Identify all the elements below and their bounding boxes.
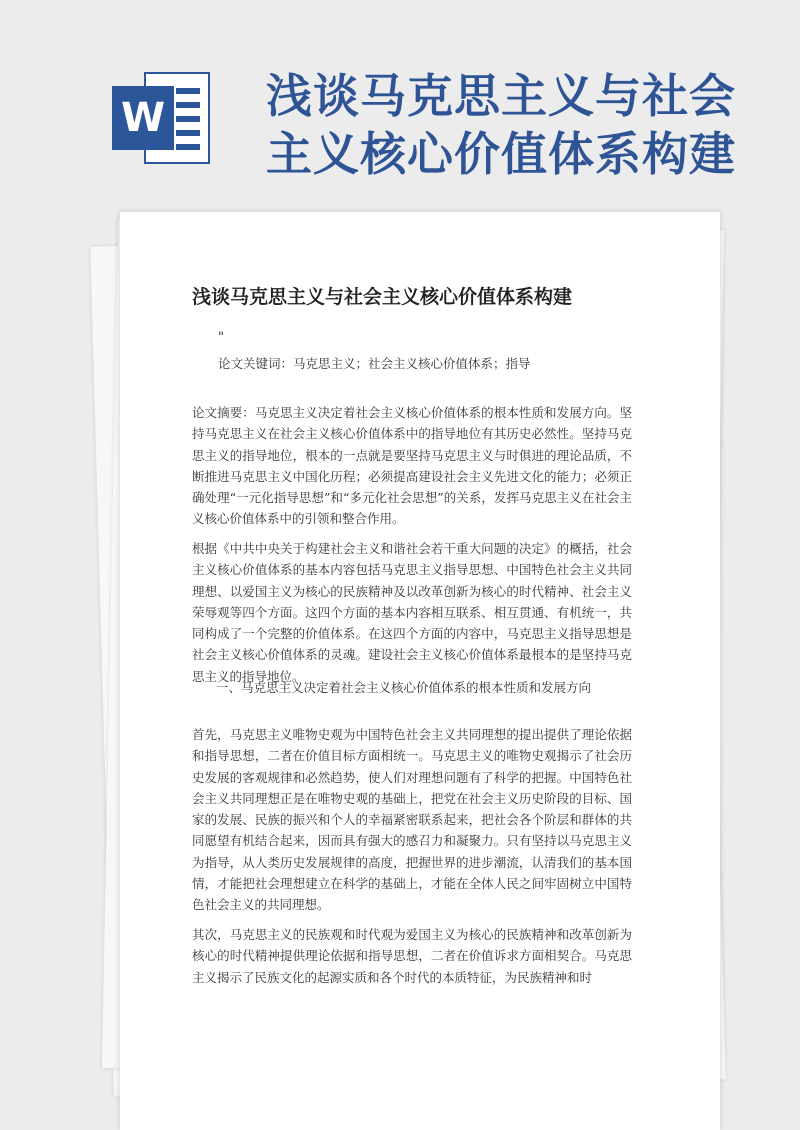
body-paragraph-second: 其次，马克思主义的民族观和时代观为爱国主义为核心的民族精神和改革创新为核心的时代精神提供理论依据和指导思想，二者在价值诉求方面相契合。马克思主义揭示了民族文化的起源实质和各个时代的本质特征，为民族精神和时 <box>192 927 632 985</box>
keywords-line: 论文关键词：马克思主义；社会主义核心价值体系；指导 <box>218 356 531 371</box>
document-page <box>120 212 720 1130</box>
word-letter-badge: W <box>112 86 174 150</box>
quote-mark: " <box>218 330 224 345</box>
body-paragraph-first: 首先，马克思主义唯物史观为中国特色社会主义共同理想的提出提供了理论依据和指导思想，二者在价值目标方面相统一。马克思主义的唯物史观揭示了社会历史发展的客观规律和必然趋势，使人们对理想问题有了科学的把握。中国特色社会主义共同理想正是在唯物史观的基础上，把党在社会主义历史阶段的目标、国家的发展、民族的振兴和个人的幸福紧密联系起来，把社会各个阶层和群体的共同愿望有机结合起来，因而具有强大的感召力和凝聚力。只有坚持以马克思主义为指导，从人类历史发展规律的高度，把握世界的进步潮流，认清我们的基本国情，才能把社会理想建立在科学的基础上，才能在全体人民之间牢固树立中国特色社会主义的共同理想。 <box>192 727 632 913</box>
section-heading: 一、马克思主义决定着社会主义核心价值体系的根本性质和发展方向 <box>216 680 592 695</box>
banner-title-line-1: 浅谈马克思主义与社会 <box>266 69 736 123</box>
abstract-paragraph: 论文摘要：马克思主义决定着社会主义核心价值体系的根本性质和发展方向。坚持马克思主义在社会主义核心价值体系中的指导地位有其历史必然性。坚持马克思主义的指导地位，根本的一点就是要坚持马克思主义与时俱进的理论品质，不断推进马克思主义中国化历程；必须提高建设社会主义先进文化的能力；必须正确处理“一元化指导思想”和“多元化社会思想”的关系，发挥马克思主义在社会主义核心价值体系中的引领和整合作用。 <box>192 405 632 527</box>
document-title: 浅谈马克思主义与社会主义核心价值体系构建 <box>192 286 573 308</box>
word-document-icon <box>112 72 212 164</box>
banner-title-line-2: 主义核心价值体系构建 <box>266 127 736 181</box>
intro-paragraph: 根据《中共中央关于构建社会主义和谐社会若干重大问题的决定》的概括，社会主义核心价值体系的基本内容包括马克思主义指导思想、中国特色社会主义共同理想、以爱国主义为核心的民族精神及以改革创新为核心的时代精神、社会主义荣辱观等四个方面。这四个方面的基本内容相互联系、相互贯通、有机统一，共同构成了一个完整的价值体系。在这四个方面的内容中，马克思主义指导思想是社会主义核心价值体系的灵魂。建设社会主义核心价值体系最根本的是坚持马克思主义的指导地位。 <box>192 541 632 684</box>
header-banner <box>0 0 800 200</box>
